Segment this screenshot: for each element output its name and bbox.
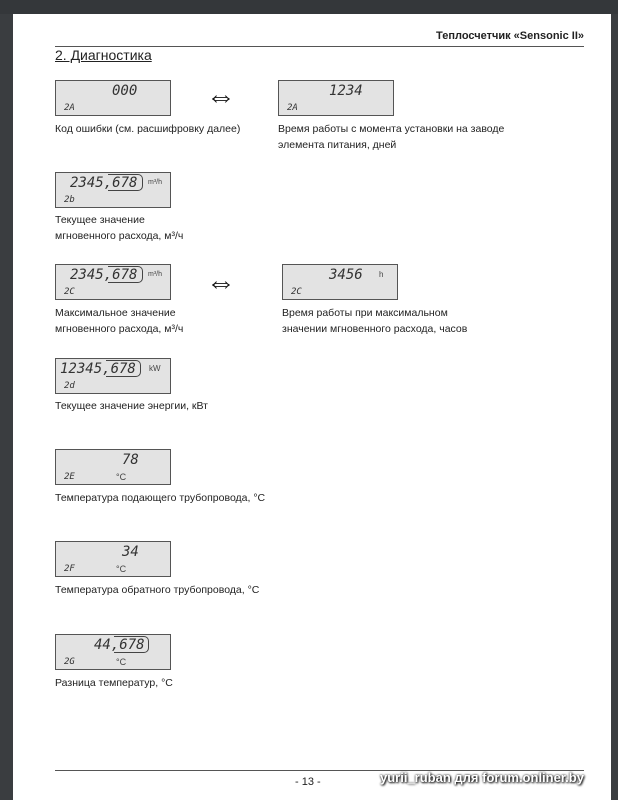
caption-line: мгновенного расхода, м³/ч: [55, 323, 184, 335]
caption-line: Максимальное значение: [55, 307, 176, 319]
lcd-display-return-temp: [55, 541, 171, 577]
lcd-code: 2A: [64, 103, 75, 113]
lcd-unit: h: [379, 270, 384, 279]
lcd-value: 3456: [329, 267, 363, 283]
header-title: Теплосчетчик «Sensonic II»: [436, 30, 584, 42]
caption-line: Время работы при максимальном: [282, 307, 448, 319]
lcd-display-supply-temp: [55, 449, 171, 485]
lcd-value: 44,678: [94, 637, 145, 653]
lcd-value: 2345,678: [70, 175, 138, 191]
lcd-unit: °C: [116, 657, 127, 667]
watermark: yurii_ruban для forum.onliner.by: [380, 770, 584, 785]
lcd-unit: kW: [149, 364, 161, 373]
viewer-top-bar: [0, 0, 618, 14]
caption-max-flow-hours: [282, 305, 467, 337]
caption-line: Текущее значение: [55, 214, 145, 226]
lcd-display-temp-difference: [55, 634, 171, 670]
lcd-unit: °C: [116, 564, 127, 574]
lcd-display-error-code: [55, 80, 171, 116]
double-arrow-icon: ⇔: [206, 266, 236, 299]
caption-return-temp: Температура обратного трубопровода, °C: [55, 584, 260, 596]
lcd-value: 1234: [329, 83, 363, 99]
caption-battery-days: [278, 121, 504, 153]
lcd-code: 2C: [291, 287, 302, 297]
lcd-display-max-flow: [55, 264, 171, 300]
lcd-value: 2345,678: [70, 267, 138, 283]
lcd-code: 2d: [64, 381, 75, 391]
caption-energy: Текущее значение энергии, кВт: [55, 400, 208, 412]
document-page: [13, 14, 611, 800]
caption-max-flow: [55, 305, 183, 337]
caption-line: значении мгновенного расхода, часов: [282, 323, 468, 335]
section-title: 2. Диагностика: [55, 47, 152, 63]
lcd-display-current-flow: [55, 172, 171, 208]
lcd-display-battery-days: [278, 80, 394, 116]
lcd-value: 78: [122, 452, 139, 468]
lcd-unit: m³/h: [148, 271, 162, 278]
caption-line: мгновенного расхода, м³/ч: [55, 230, 184, 242]
double-arrow-icon: ⇔: [206, 80, 236, 113]
caption-current-flow: [55, 212, 183, 244]
lcd-code: 2E: [64, 472, 75, 482]
lcd-unit: m³/h: [148, 179, 162, 186]
lcd-unit: °C: [116, 472, 127, 482]
caption-supply-temp: Температура подающего трубопровода, °C: [55, 492, 266, 504]
lcd-code: 2C: [64, 287, 75, 297]
lcd-value: 000: [112, 83, 138, 99]
page-header: [55, 24, 584, 47]
lcd-code: 2b: [64, 195, 75, 205]
caption-error-code: Код ошибки (см. расшифровку далее): [55, 123, 241, 135]
lcd-value: 34: [122, 544, 139, 560]
caption-line: элемента питания, дней: [278, 139, 397, 151]
caption-temp-difference: Разница температур, °C: [55, 677, 173, 689]
lcd-display-energy: [55, 358, 171, 394]
lcd-code: 2A: [287, 103, 298, 113]
lcd-value: 12345,678: [60, 361, 136, 377]
lcd-code: 2G: [64, 657, 75, 667]
caption-line: Время работы с момента установки на заводе: [278, 123, 505, 135]
lcd-code: 2F: [64, 564, 75, 574]
lcd-display-max-flow-hours: [282, 264, 398, 300]
page-number: - 13 -: [295, 776, 321, 788]
